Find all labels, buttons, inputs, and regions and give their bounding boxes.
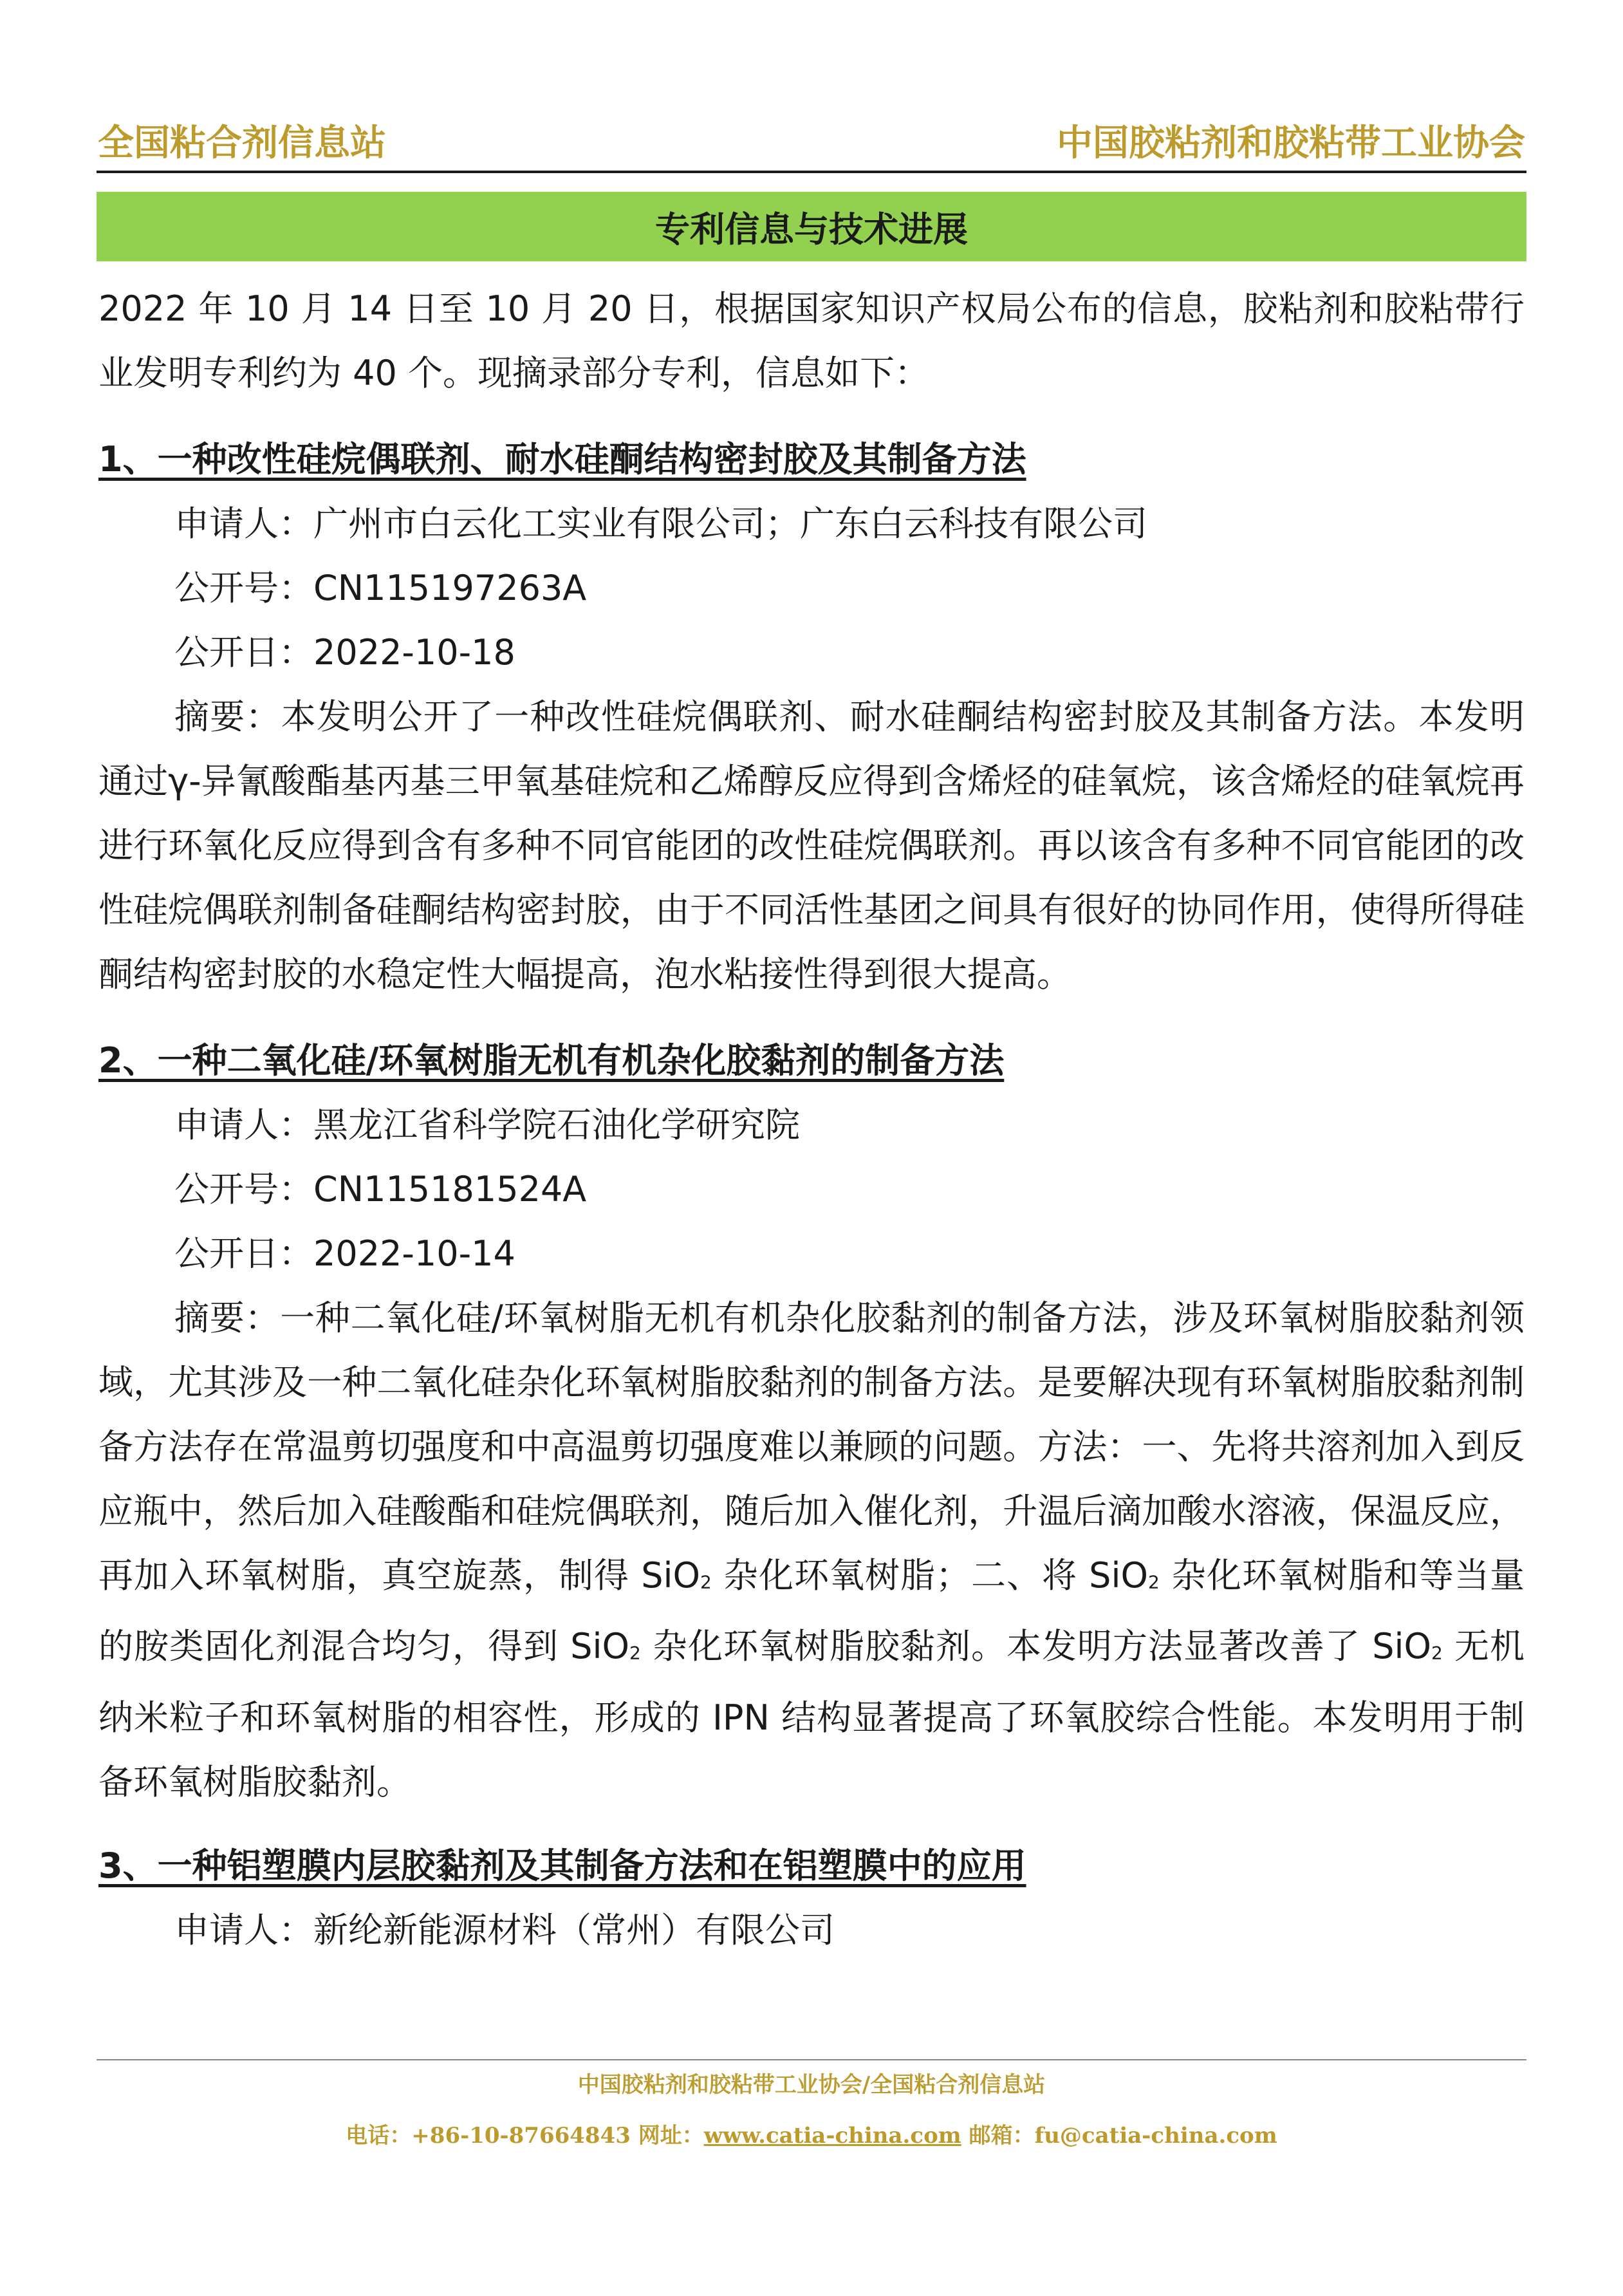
patent-3-applicant: 申请人：新纶新能源材料（常州）有限公司 [174,1909,835,1950]
document-body [98,277,1525,1963]
intro-paragraph: 2022 年 10 月 14 日至 10 月 20 日，根据国家知识产权局公布的信息，胶粘剂和胶粘带行业发明专利约为 40 个。现摘录部分专利，信息如下： [98,288,1525,393]
patent-1-title: 1、一种改性硅烷偶联剂、耐水硅酮结构密封胶及其制备方法 [98,439,1026,480]
abstract-text: 杂化环氧树脂和等当量的胺类固化剂混合均匀，得到 SiO [98,1555,1525,1667]
abstract-text: 无机纳米粒子和环氧树脂的相容性，形成的 IPN 结构显著提高了环氧胶综合性能。本发明用于制备环氧树脂胶黏剂。 [98,1626,1525,1802]
abstract-text: 杂化环氧树脂胶黏剂。本发明方法显著改善了 SiO [640,1626,1431,1667]
patent-2-title: 2、一种二氧化硅/环氧树脂无机有机杂化胶黏剂的制备方法 [98,1040,1005,1081]
subscript: 2 [1147,1571,1160,1593]
patent-1-applicant: 申请人：广州市白云化工实业有限公司；广东白云科技有限公司 [174,503,1147,544]
abstract-text: 摘要：一种二氧化硅/环氧树脂无机有机杂化胶黏剂的制备方法，涉及环氧树脂胶黏剂领域，尤其涉及一种二氧化硅杂化环氧树脂胶黏剂的制备方法。是要解决现有环氧树脂胶黏剂制备方法存在常温剪切强度和中高温剪切强度难以兼顾的问题。方法：一、先将共溶剂加入到反应瓶中，然后加入硅酸酯和硅烷偶联剂，随后加入催化剂，升温后滴加酸水溶液，保温反应，再加入环氧树脂，真空旋蒸，制得 SiO [98,1298,1525,1596]
header-divider [97,171,1526,173]
footer-email-link[interactable]: fu@catia-china.com [1034,2123,1277,2149]
footer-contact [0,2118,1623,2149]
footer-phone: 电话：+86-10-87664843 网址： [346,2123,704,2149]
patent-3-title: 3、一种铝塑膜内层胶黏剂及其制备方法和在铝塑膜中的应用 [98,1845,1026,1886]
footer-divider [97,2059,1526,2060]
subscript: 2 [700,1571,712,1593]
patent-1-abstract: 摘要：本发明公开了一种改性硅烷偶联剂、耐水硅酮结构密封胶及其制备方法。本发明通过γ-异氰酸酯基丙基三甲氧基硅烷和乙烯醇反应得到含烯烃的硅氧烷，该含烯烃的硅氧烷再进行环氧化反应得到含有多种不同官能团的改性硅烷偶联剂。再以该含有多种不同官能团的改性硅烷偶联剂制备硅酮结构密封胶，由于不同活性基团之间具有很好的协同作用，使得所得硅酮结构密封胶的水稳定性大幅提高，泡水粘接性得到很大提高。 [98,696,1525,994]
patent-2-pub-no: 公开号：CN115181524A [174,1169,587,1209]
footer-website-link[interactable]: www.catia-china.com [703,2123,961,2149]
abstract-text: 杂化环氧树脂；二、将 SiO [711,1555,1148,1596]
header-right-title: 中国胶粘剂和胶粘带工业协会 [1057,122,1525,164]
subscript: 2 [629,1642,641,1664]
patent-1-pub-date: 公开日：2022-10-18 [174,632,515,673]
patent-1-pub-no: 公开号：CN115197263A [174,568,587,608]
section-banner: 专利信息与技术进展 [97,192,1526,261]
footer-organization: 中国胶粘剂和胶粘带工业协会/全国粘合剂信息站 [577,2072,1046,2098]
patent-2-pub-date: 公开日：2022-10-14 [174,1233,515,1274]
header-left-title: 全国粘合剂信息站 [98,122,386,164]
patent-2-applicant: 申请人：黑龙江省科学院石油化学研究院 [174,1105,800,1145]
patent-2-abstract [98,1286,1525,1815]
footer-email-label: 邮箱： [961,2123,1035,2149]
subscript: 2 [1431,1642,1443,1664]
